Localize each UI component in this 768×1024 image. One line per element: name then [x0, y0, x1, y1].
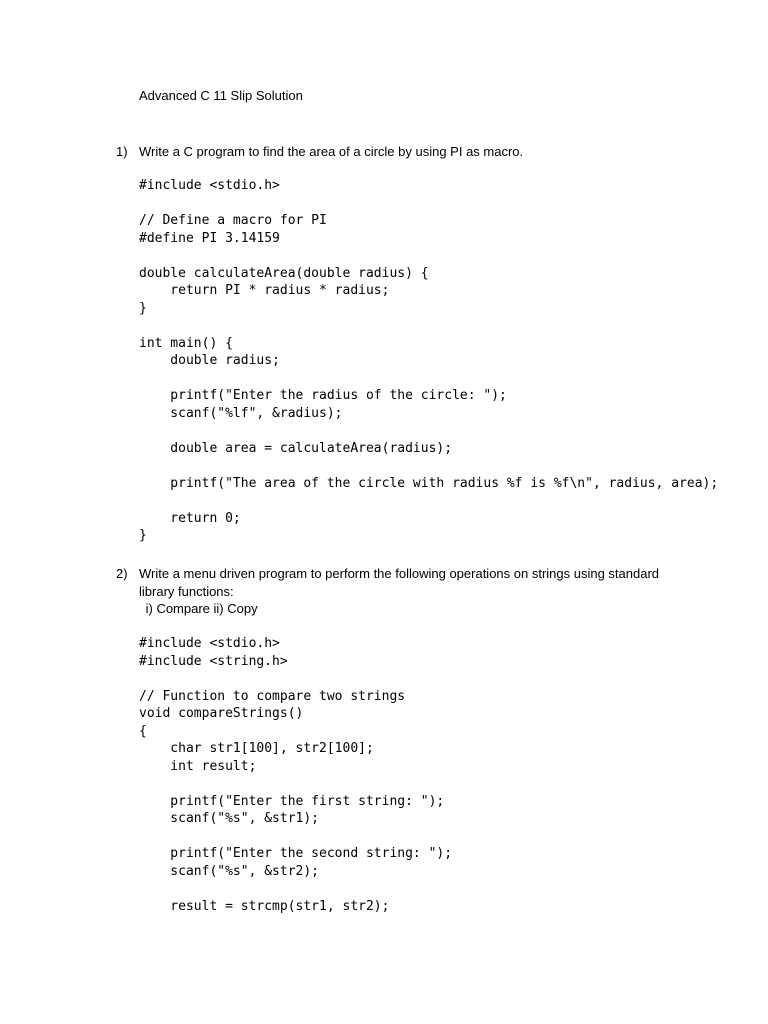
code-line: printf("Enter the radius of the circle: "); — [139, 388, 507, 403]
code-line: char str1[100], str2[100]; — [139, 741, 374, 756]
code-line — [139, 457, 739, 475]
code-line: printf("Enter the second string: "); — [139, 846, 453, 861]
question-text: Write a menu driven program to perform the following operations on strings using standard library functions: — [139, 566, 663, 599]
code-line: // Function to compare two strings — [139, 688, 406, 704]
code-line — [139, 422, 739, 440]
code-line: printf("Enter the first string: "); — [139, 793, 445, 809]
code-line: } — [139, 300, 147, 316]
code-line — [139, 775, 739, 793]
code-line — [139, 828, 739, 846]
code-line: return PI * radius * radius; — [139, 283, 390, 298]
code-line — [139, 670, 739, 688]
code-block-1 — [139, 177, 739, 545]
code-line: int main() { — [139, 335, 233, 351]
document-title: Advanced C 11 Slip Solution — [139, 88, 303, 103]
question-number: 2) — [116, 566, 128, 581]
question-text: Write a C program to find the area of a circle by using PI as macro. — [139, 144, 524, 159]
code-line: double calculateArea(double radius) { — [139, 265, 429, 281]
code-line: scanf("%lf", &radius); — [139, 405, 343, 421]
code-line: // Define a macro for PI — [139, 213, 327, 228]
question-subtext: i) Compare ii) Copy — [142, 601, 258, 616]
code-line — [139, 492, 739, 510]
code-line — [139, 880, 739, 898]
code-line: #include <stdio.h> — [139, 636, 280, 651]
code-line: #define PI 3.14159 — [139, 230, 280, 246]
code-line: double area = calculateArea(radius); — [139, 440, 453, 456]
code-line: int result; — [139, 758, 257, 774]
code-line: scanf("%s", &str1); — [139, 811, 320, 826]
code-line — [139, 317, 739, 335]
code-line: result = strcmp(str1, str2); — [139, 898, 390, 914]
code-line: { — [139, 723, 147, 739]
code-line: printf("The area of the circle with radius %f is %f\n", radius, area); — [139, 475, 719, 491]
code-line — [139, 247, 739, 265]
code-line — [139, 370, 739, 388]
code-line: return 0; — [139, 510, 241, 526]
code-line — [139, 195, 739, 213]
code-line: #include <string.h> — [139, 653, 288, 669]
code-block-2 — [139, 635, 739, 915]
code-line: #include <stdio.h> — [139, 178, 280, 193]
question-number: 1) — [116, 144, 128, 159]
code-line: scanf("%s", &str2); — [139, 863, 320, 879]
code-line: } — [139, 528, 147, 543]
code-line: void compareStrings() — [139, 706, 304, 721]
question-2 — [116, 565, 696, 618]
code-line: double radius; — [139, 353, 280, 368]
question-1 — [116, 143, 696, 161]
